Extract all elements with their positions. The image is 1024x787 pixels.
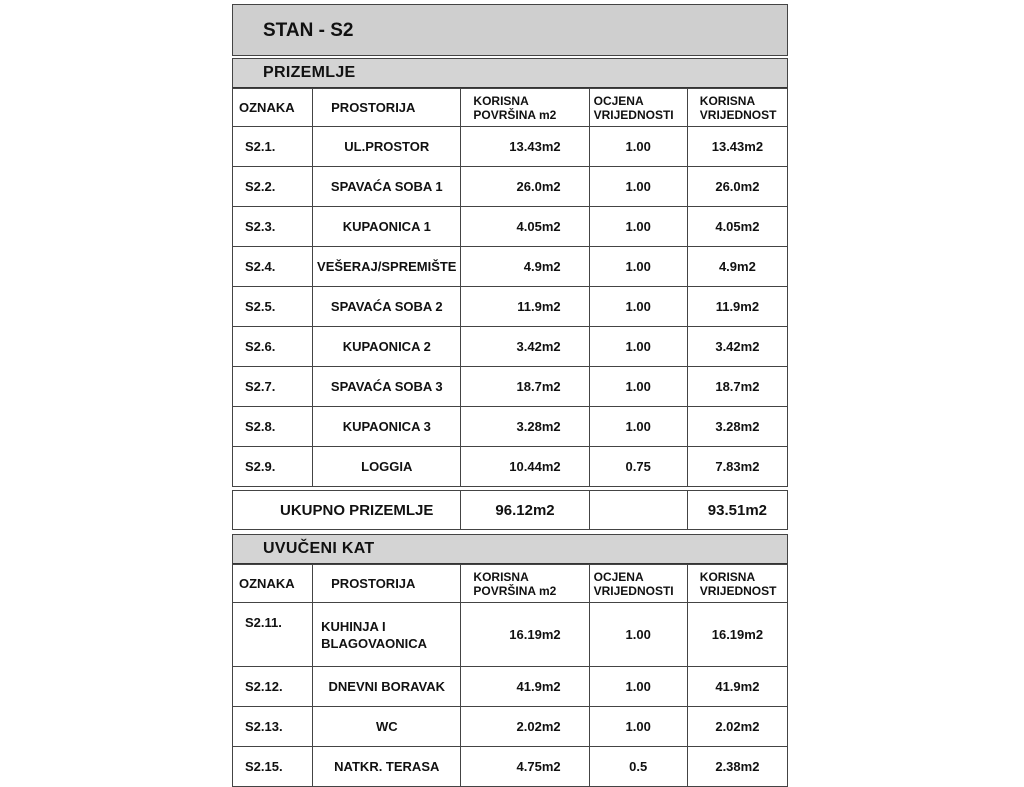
cell-id: S2.4. <box>233 247 313 287</box>
cell-room: UL.PROSTOR <box>313 127 461 167</box>
cell-id: S2.7. <box>233 367 313 407</box>
cell-coef: 0.5 <box>589 747 687 787</box>
cell-id: S2.6. <box>233 327 313 367</box>
cell-room: NATKR. TERASA <box>313 747 461 787</box>
table-row <box>233 207 788 247</box>
header-ocjena-vrijednosti: OCJENA VRIJEDNOSTI <box>589 89 687 127</box>
table-header-row <box>233 89 788 127</box>
ground-total-table <box>232 490 788 530</box>
cell-coef: 1.00 <box>589 603 687 667</box>
cell-value: 26.0m2 <box>687 167 787 207</box>
cell-room: LOGGIA <box>313 447 461 487</box>
cell-coef: 1.00 <box>589 667 687 707</box>
table-row <box>233 167 788 207</box>
cell-coef: 1.00 <box>589 287 687 327</box>
section-header-upper <box>232 534 788 565</box>
total-value: 93.51m2 <box>687 491 787 530</box>
header-oznaka: OZNAKA <box>233 565 313 603</box>
header-prostorija: PROSTORIJA <box>313 89 461 127</box>
total-area: 96.12m2 <box>461 491 589 530</box>
cell-room: KUHINJA I BLAGOVAONICA <box>313 603 461 667</box>
table-row <box>233 603 788 667</box>
upper-floor-table <box>232 564 788 787</box>
table-row <box>233 667 788 707</box>
cell-id: S2.12. <box>233 667 313 707</box>
cell-area: 3.42m2 <box>461 327 589 367</box>
cell-area: 4.05m2 <box>461 207 589 247</box>
cell-value: 11.9m2 <box>687 287 787 327</box>
cell-id: S2.11. <box>233 603 313 667</box>
cell-area: 16.19m2 <box>461 603 589 667</box>
section-header-ground <box>232 58 788 89</box>
table-header-row <box>233 565 788 603</box>
cell-id: S2.13. <box>233 707 313 747</box>
cell-area: 13.43m2 <box>461 127 589 167</box>
total-row <box>233 491 788 530</box>
header-prostorija: PROSTORIJA <box>313 565 461 603</box>
cell-room: VEŠERAJ/SPREMIŠTE <box>313 247 461 287</box>
cell-room: KUPAONICA 1 <box>313 207 461 247</box>
cell-area: 4.75m2 <box>461 747 589 787</box>
table-row <box>233 287 788 327</box>
cell-area: 10.44m2 <box>461 447 589 487</box>
page-title: STAN - S2 <box>263 20 354 41</box>
cell-coef: 1.00 <box>589 247 687 287</box>
cell-value: 2.02m2 <box>687 707 787 747</box>
table-row <box>233 127 788 167</box>
cell-id: S2.15. <box>233 747 313 787</box>
cell-value: 7.83m2 <box>687 447 787 487</box>
section-title-ground: PRIZEMLJE <box>263 64 356 81</box>
cell-value: 13.43m2 <box>687 127 787 167</box>
header-korisna-vrijednost: KORISNA VRIJEDNOST <box>687 565 787 603</box>
cell-coef: 1.00 <box>589 327 687 367</box>
total-label: UKUPNO PRIZEMLJE <box>233 491 461 530</box>
cell-id: S2.8. <box>233 407 313 447</box>
table-row <box>233 327 788 367</box>
cell-area: 4.9m2 <box>461 247 589 287</box>
cell-coef: 1.00 <box>589 707 687 747</box>
table-row <box>233 747 788 787</box>
header-korisna-povrsina: KORISNA POVRŠINA m2 <box>461 565 589 603</box>
table-row <box>233 707 788 747</box>
cell-value: 3.28m2 <box>687 407 787 447</box>
table-row <box>233 367 788 407</box>
section-title-upper: UVUČENI KAT <box>263 540 375 557</box>
cell-room: SPAVAĆA SOBA 3 <box>313 367 461 407</box>
cell-area: 3.28m2 <box>461 407 589 447</box>
cell-value: 18.7m2 <box>687 367 787 407</box>
table-row <box>233 247 788 287</box>
cell-value: 2.38m2 <box>687 747 787 787</box>
cell-room: KUPAONICA 2 <box>313 327 461 367</box>
cell-value: 4.9m2 <box>687 247 787 287</box>
total-coef-empty <box>589 491 687 530</box>
cell-room: SPAVAĆA SOBA 1 <box>313 167 461 207</box>
cell-id: S2.5. <box>233 287 313 327</box>
header-korisna-povrsina: KORISNA POVRŠINA m2 <box>461 89 589 127</box>
cell-area: 11.9m2 <box>461 287 589 327</box>
cell-room: SPAVAĆA SOBA 2 <box>313 287 461 327</box>
cell-area: 2.02m2 <box>461 707 589 747</box>
cell-coef: 1.00 <box>589 167 687 207</box>
cell-room: WC <box>313 707 461 747</box>
header-ocjena-vrijednosti: OCJENA VRIJEDNOSTI <box>589 565 687 603</box>
cell-room: KUPAONICA 3 <box>313 407 461 447</box>
cell-coef: 1.00 <box>589 407 687 447</box>
cell-id: S2.1. <box>233 127 313 167</box>
cell-id: S2.2. <box>233 167 313 207</box>
header-oznaka: OZNAKA <box>233 89 313 127</box>
cell-coef: 0.75 <box>589 447 687 487</box>
cell-id: S2.3. <box>233 207 313 247</box>
cell-value: 16.19m2 <box>687 603 787 667</box>
table-row <box>233 447 788 487</box>
table-row <box>233 407 788 447</box>
cell-coef: 1.00 <box>589 367 687 407</box>
cell-value: 3.42m2 <box>687 327 787 367</box>
cell-area: 41.9m2 <box>461 667 589 707</box>
floor-area-sheet <box>232 4 788 774</box>
cell-value: 4.05m2 <box>687 207 787 247</box>
header-korisna-vrijednost: KORISNA VRIJEDNOST <box>687 89 787 127</box>
cell-id: S2.9. <box>233 447 313 487</box>
cell-room: DNEVNI BORAVAK <box>313 667 461 707</box>
cell-coef: 1.00 <box>589 127 687 167</box>
cell-coef: 1.00 <box>589 207 687 247</box>
cell-area: 26.0m2 <box>461 167 589 207</box>
ground-floor-table <box>232 88 788 487</box>
cell-area: 18.7m2 <box>461 367 589 407</box>
cell-value: 41.9m2 <box>687 667 787 707</box>
title-bar <box>232 4 788 56</box>
